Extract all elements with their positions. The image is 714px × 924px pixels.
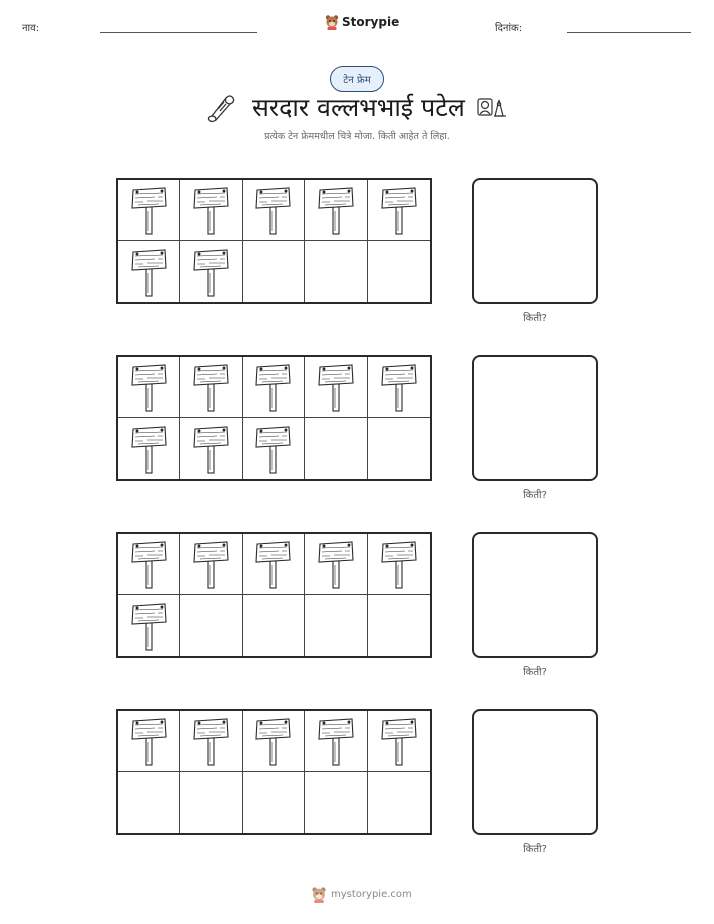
wooden-signpost-icon bbox=[316, 185, 356, 235]
ten-frame-cell-empty bbox=[305, 418, 367, 479]
ten-frame-cell-filled bbox=[368, 180, 430, 241]
ten-frame-cell-filled bbox=[305, 534, 367, 595]
name-label: नाव: bbox=[22, 23, 40, 34]
wooden-signpost-icon bbox=[253, 539, 293, 589]
wooden-signpost-icon bbox=[129, 601, 169, 651]
ten-frame-cell-empty bbox=[243, 241, 305, 302]
wooden-signpost-icon bbox=[191, 716, 231, 766]
ten-frame-cell-empty bbox=[368, 772, 430, 833]
answer-box[interactable] bbox=[472, 532, 598, 658]
wooden-signpost-icon bbox=[129, 362, 169, 412]
ten-frame-cell-filled bbox=[118, 534, 180, 595]
storypie-mascot-icon bbox=[325, 14, 339, 30]
ten-frame-cell-empty bbox=[368, 241, 430, 302]
ten-frame-cell-filled bbox=[305, 357, 367, 418]
how-many-label: किती? bbox=[523, 667, 547, 678]
wooden-signpost-icon bbox=[129, 539, 169, 589]
ten-frame-cell-empty bbox=[305, 241, 367, 302]
ten-frame-cell-filled bbox=[305, 180, 367, 241]
ten-frame-cell-filled bbox=[243, 534, 305, 595]
name-line[interactable] bbox=[100, 32, 257, 33]
ten-frame-cell-empty bbox=[180, 595, 242, 656]
how-many-label: किती? bbox=[523, 490, 547, 501]
wooden-signpost-icon bbox=[316, 539, 356, 589]
ten-frame-cell-empty bbox=[368, 418, 430, 479]
wooden-signpost-icon bbox=[379, 185, 419, 235]
date-line[interactable] bbox=[567, 32, 691, 33]
wooden-signpost-icon bbox=[191, 185, 231, 235]
wooden-signpost-icon bbox=[379, 539, 419, 589]
ten-frame-cell-filled bbox=[180, 418, 242, 479]
ten-frame-cell-filled bbox=[243, 357, 305, 418]
ten-frame-cell-filled bbox=[118, 595, 180, 656]
wooden-signpost-icon bbox=[191, 247, 231, 297]
how-many-label: किती? bbox=[523, 313, 547, 324]
ten-frame bbox=[116, 178, 432, 304]
wooden-signpost-icon bbox=[129, 424, 169, 474]
how-many-label: किती? bbox=[523, 844, 547, 855]
wooden-signpost-icon bbox=[379, 362, 419, 412]
ten-frame-cell-filled bbox=[243, 418, 305, 479]
ten-frame-cell-filled bbox=[180, 180, 242, 241]
ten-frame-cell-filled bbox=[368, 711, 430, 772]
ten-frame-cell-empty bbox=[305, 595, 367, 656]
ten-frame-cell-filled bbox=[118, 357, 180, 418]
ten-frame-cell-filled bbox=[180, 711, 242, 772]
ten-frame-cell-filled bbox=[118, 711, 180, 772]
ten-frame-cell-filled bbox=[243, 180, 305, 241]
ten-frame bbox=[116, 532, 432, 658]
ten-frame-cell-empty bbox=[180, 772, 242, 833]
wooden-signpost-icon bbox=[253, 185, 293, 235]
wooden-signpost-icon bbox=[191, 362, 231, 412]
answer-box[interactable] bbox=[472, 178, 598, 304]
ten-frame bbox=[116, 709, 432, 835]
wooden-signpost-icon bbox=[253, 716, 293, 766]
wooden-signpost-icon bbox=[316, 716, 356, 766]
date-label: दिनांक: bbox=[495, 23, 523, 34]
worksheet-title: सरदार वल्लभभाई पटेल bbox=[252, 93, 465, 122]
ten-frame-cell-filled bbox=[368, 357, 430, 418]
wooden-signpost-icon bbox=[129, 185, 169, 235]
brand-name: Storypie bbox=[342, 15, 400, 29]
ten-frame-cell-filled bbox=[180, 241, 242, 302]
wooden-signpost-icon bbox=[129, 247, 169, 297]
statue-icon bbox=[477, 96, 507, 122]
ten-frame-badge: टेन फ्रेम bbox=[330, 66, 384, 92]
ten-frame-cell-empty bbox=[243, 772, 305, 833]
answer-box[interactable] bbox=[472, 355, 598, 481]
ten-frame-cell-filled bbox=[243, 711, 305, 772]
footer bbox=[311, 886, 412, 903]
wooden-signpost-icon bbox=[253, 362, 293, 412]
ten-frame-cell-filled bbox=[180, 534, 242, 595]
ten-frame bbox=[116, 355, 432, 481]
ten-frame-cell-filled bbox=[118, 241, 180, 302]
instructions: प्रत्येक टेन फ्रेममधील चित्रे मोजा. किती आहेत ते लिहा. bbox=[264, 131, 450, 142]
answer-box[interactable] bbox=[472, 709, 598, 835]
scroll-icon bbox=[206, 92, 236, 128]
ten-frame-cell-filled bbox=[180, 357, 242, 418]
wooden-signpost-icon bbox=[129, 716, 169, 766]
ten-frame-cell-filled bbox=[118, 418, 180, 479]
wooden-signpost-icon bbox=[253, 424, 293, 474]
ten-frame-cell-filled bbox=[368, 534, 430, 595]
ten-frame-cell-empty bbox=[368, 595, 430, 656]
storypie-mascot-icon bbox=[311, 886, 327, 903]
wooden-signpost-icon bbox=[316, 362, 356, 412]
footer-site: mystorypie.com bbox=[331, 889, 412, 900]
wooden-signpost-icon bbox=[191, 539, 231, 589]
ten-frame-cell-filled bbox=[118, 180, 180, 241]
ten-frame-cell-empty bbox=[305, 772, 367, 833]
wooden-signpost-icon bbox=[379, 716, 419, 766]
ten-frame-cell-filled bbox=[305, 711, 367, 772]
ten-frame-cell-empty bbox=[243, 595, 305, 656]
ten-frame-cell-empty bbox=[118, 772, 180, 833]
wooden-signpost-icon bbox=[191, 424, 231, 474]
brand-logo bbox=[325, 14, 399, 30]
